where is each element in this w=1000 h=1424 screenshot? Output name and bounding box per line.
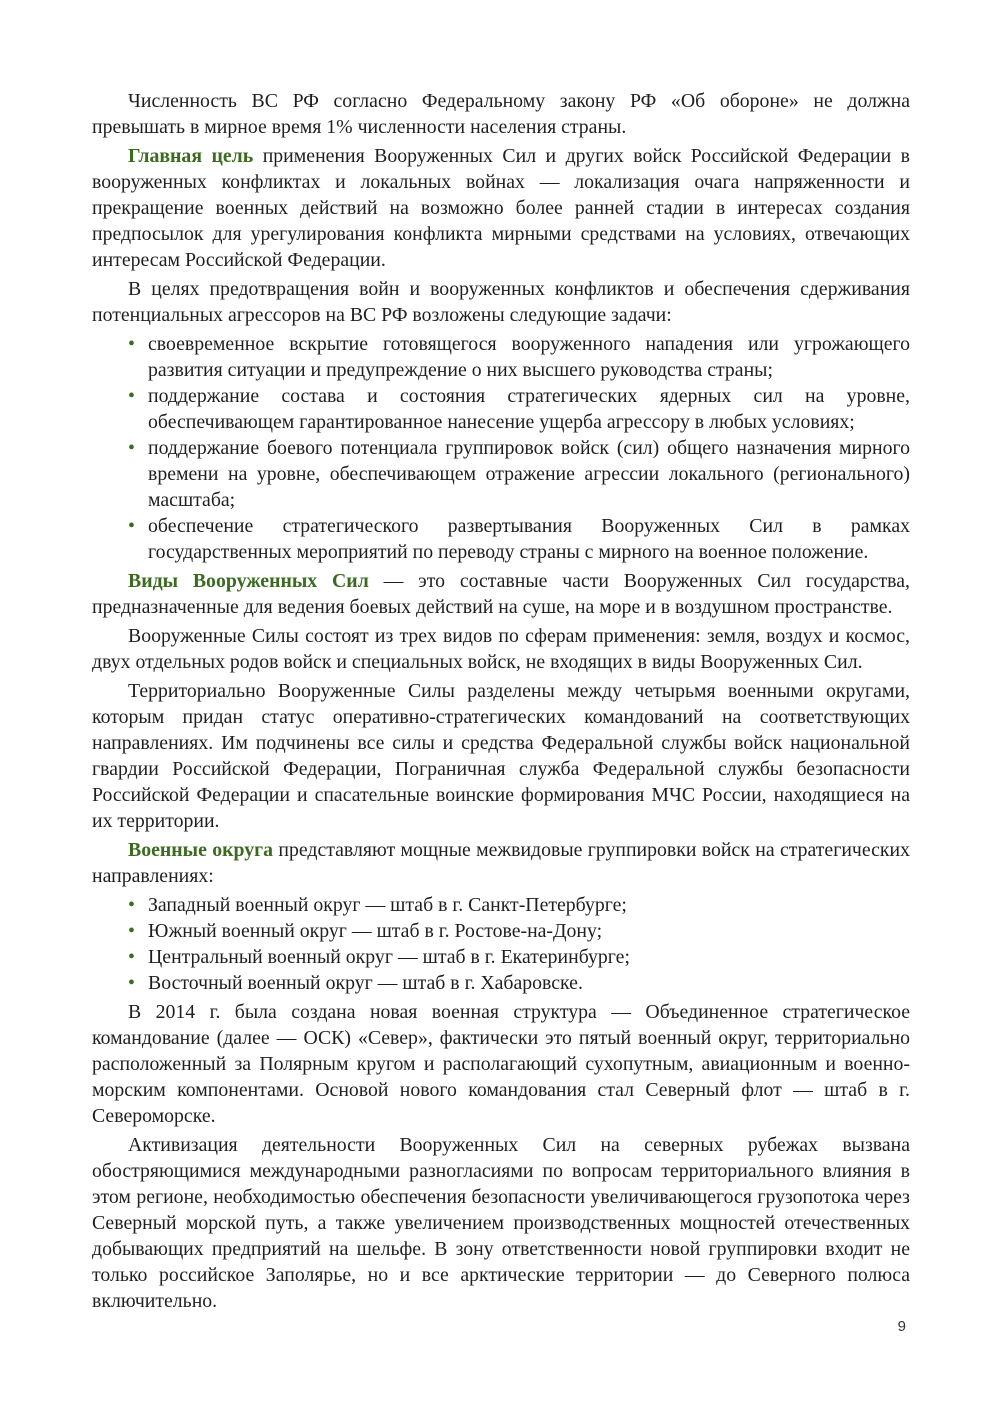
paragraph-main-goal [92,143,910,273]
bullet-icon: • [128,437,135,459]
list-item-text: Западный военный округ — штаб в г. Санкт-Петербурге; [148,894,627,916]
list-item-text: обеспечение стратегического развертывания Вооруженных Сил в рамках государственных мероприятий по переводу страны с мирного на военное положение. [148,515,910,563]
districts-list [92,892,910,996]
list-item [92,383,910,435]
paragraph-tasks-intro: В целях предотвращения войн и вооруженных конфликтов и обеспечения сдерживания потенциальных агрессоров на ВС РФ возложены следующие задачи: [92,278,910,326]
term-military-districts: Военные округа [128,839,274,861]
list-item-text: Восточный военный округ — штаб в г. Хабаровске. [148,972,583,994]
military-districts-text: представляют мощные межвидовые группировки войск на стратегических направлениях: [92,839,911,887]
list-item [92,513,910,565]
list-item [92,892,910,918]
force-types-text: — это составные части Вооруженных Сил государства, предназначенные для ведения боевых действий на суше, на море и в воздушном пространстве. [92,570,910,618]
bullet-icon: • [128,920,135,942]
bullet-icon: • [128,515,135,537]
bullet-icon: • [128,333,135,355]
paragraph-force-types [92,568,910,620]
paragraph-armed-forces-size: Численность ВС РФ согласно Федеральному закону РФ «Об обороне» не должна превышать в мирное время 1% численности населения страны. [92,90,910,138]
page-body [92,88,910,1317]
main-goal-text: применения Вооруженных Сил и других войск Российской Федерации в вооруженных конфликтах и локальных войнах — локализация очага напряженности и прекращение военных действий на возможно более ранней стадии в интересах создания предпосылок для урегулирования конфликта мирными средствами на условиях, отвечающих интересам Российской Федерации. [92,145,910,271]
list-item-text: своевременное вскрытие готовящегося вооруженного нападения или угрожающего развития ситуации и предупреждение о них высшего руководства страны; [148,333,910,381]
list-item [92,435,910,513]
bullet-icon: • [128,972,135,994]
paragraph-territorial-division: Территориально Вооруженные Силы разделены между четырьмя военными округами, которым придан статус оперативно-стратегических командований на соответствующих направлениях. Им подчинены все силы и средства Федеральной службы войск национальной гвардии Российской Федерации, Пограничная служба Федеральной службы безопасности Российской Федерации и спасательные воинские формирования МЧС России, находящиеся на их территории. [92,680,910,832]
page-number: 9 [897,1318,906,1335]
paragraph-osk-north: В 2014 г. была создана новая военная структура — Объединенное стратегическое командование (далее — ОСК) «Север», фактически это пятый военный округ, территориально расположенный за Полярным кругом и располагающий сухопутным, авиационным и военно-морским компонентами. Основой нового командования стал Северный флот — штаб в г. Североморске. [92,1001,910,1127]
bullet-icon: • [128,894,135,916]
list-item-text: Южный военный округ — штаб в г. Ростове-на-Дону; [148,920,603,942]
list-item [92,970,910,996]
bullet-icon: • [128,385,135,407]
term-main-goal: Главная цель [128,145,254,167]
list-item-text: поддержание боевого потенциала группировок войск (сил) общего назначения мирного времени на уровне, обеспечивающем отражение агрессии локального (регионального) масштаба; [148,437,910,511]
bullet-icon: • [128,946,135,968]
tasks-list [92,331,910,565]
list-item [92,331,910,383]
list-item-text: поддержание состава и состояния стратегических ядерных сил на уровне, обеспечивающем гарантированное нанесение ущерба агрессору в любых условиях; [148,385,910,433]
paragraph-force-composition: Вооруженные Силы состоят из трех видов по сферам применения: земля, воздух и космос, двух отдельных родов войск и специальных войск, не входящих в виды Вооруженных Сил. [92,625,910,673]
list-item [92,918,910,944]
paragraph-military-districts [92,837,910,889]
list-item-text: Центральный военный округ — штаб в г. Екатеринбурге; [148,946,630,968]
term-force-types: Виды Вооруженных Сил [128,570,369,592]
paragraph-arctic-activity: Активизация деятельности Вооруженных Сил на северных рубежах вызвана обостряющимися международными разногласиями по вопросам территориального влияния в этом регионе, необходимостью обеспечения безопасности увеличивающегося грузопотока через Северный морской путь, а также увеличением производственных мощностей отечественных добывающих предприятий на шельфе. В зону ответственности новой группировки входит не только российское Заполярье, но и все арктические территории — до Северного полюса включительно. [92,1134,910,1312]
list-item [92,944,910,970]
